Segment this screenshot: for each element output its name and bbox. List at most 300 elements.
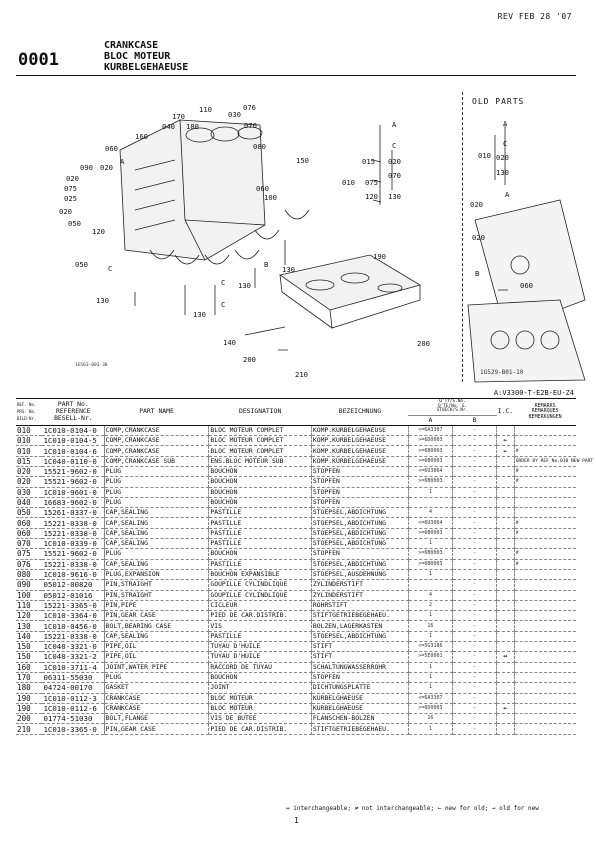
cell-b: - xyxy=(452,580,496,590)
table-row xyxy=(16,642,576,652)
cell-pno: 05012-01016 xyxy=(42,590,104,600)
cell-rm xyxy=(514,508,576,518)
cell-ic xyxy=(497,559,515,569)
cell-a: 1 xyxy=(408,569,452,579)
cell-b: - xyxy=(452,487,496,497)
cell-ic xyxy=(497,600,515,610)
cell-des: PASTILLE xyxy=(209,559,312,569)
callout-060b: 060 xyxy=(256,184,269,193)
callout-020b: 020 xyxy=(66,174,79,183)
cell-b: - xyxy=(452,508,496,518)
table-row xyxy=(16,466,576,476)
title-german: KURBELGEHAEUSE xyxy=(104,62,189,73)
cell-bez: STIFTGETRIEBEGEHAEU. xyxy=(311,724,408,734)
cell-rm xyxy=(514,487,576,497)
cell-des: BOUCHON xyxy=(209,477,312,487)
table-row xyxy=(16,539,576,549)
cell-bez: STOEPSEL,ABDICHTUNG xyxy=(311,539,408,549)
table-row xyxy=(16,580,576,590)
cell-b: - xyxy=(452,528,496,538)
callout-o-020b: 020 xyxy=(470,200,483,209)
cell-ic: ↔ xyxy=(497,652,515,662)
cell-rm xyxy=(514,703,576,713)
callout-160: 160 xyxy=(135,132,148,141)
cell-name: BOLT,BEARING CASE xyxy=(104,621,209,631)
parts-table-body xyxy=(16,425,594,734)
callout-130a: 130 xyxy=(282,265,295,274)
cell-name: COMP,CRANKCASE xyxy=(104,425,209,435)
cell-name: GASKET xyxy=(104,683,209,693)
cell-a: 1 xyxy=(408,724,452,734)
cell-des: GOUPILLE CYLINDLIQUE xyxy=(209,590,312,600)
cell-pno: 15221-0338-0 xyxy=(42,559,104,569)
callout-C3: C xyxy=(221,300,226,309)
cell-bez: KOMP.KURBELGEHAEUSE xyxy=(311,436,408,446)
cell-pno: 16683-9602-0 xyxy=(42,497,104,507)
cell-ic xyxy=(497,611,515,621)
exploded-parts-diagram xyxy=(0,80,596,390)
table-row xyxy=(16,528,576,538)
cell-name: PIPE,OIL xyxy=(104,652,209,662)
callout-r-020: 020 xyxy=(388,157,401,166)
callout-r-C: C xyxy=(392,141,397,150)
cell-rm xyxy=(514,693,576,703)
cell-ref: 140 xyxy=(16,631,42,641)
cell-a: >=6D0003 xyxy=(408,703,452,713)
cell-ref: 060 xyxy=(16,518,42,528)
cell-a: 1 xyxy=(408,611,452,621)
table-row xyxy=(16,693,576,703)
cell-b: - xyxy=(452,642,496,652)
cell-bez: ROHRSTIFT xyxy=(311,600,408,610)
cell-des: JOINT xyxy=(209,683,312,693)
cell-b: - xyxy=(452,724,496,734)
cell-bez: STOPFEN xyxy=(311,477,408,487)
cell-rm xyxy=(514,724,576,734)
cell-rm xyxy=(514,611,576,621)
cell-pno: 1C010-9601-0 xyxy=(42,487,104,497)
cell-des: PASTILLE xyxy=(209,631,312,641)
cell-rm xyxy=(514,539,576,549)
callout-170: 170 xyxy=(172,112,185,121)
cell-name: CRANKCASE xyxy=(104,703,209,713)
cell-a: <=6A3307 xyxy=(408,425,452,435)
cell-name: CAP,SEALING xyxy=(104,518,209,528)
cell-ref: 070 xyxy=(16,539,42,549)
cell-b: - xyxy=(452,703,496,713)
cell-b: - xyxy=(452,683,496,693)
cell-ref: 060 xyxy=(16,528,42,538)
section-titles xyxy=(104,40,188,73)
cell-rm xyxy=(514,662,576,672)
cell-name: PIN,PIPE xyxy=(104,600,209,610)
cell-a: 16 xyxy=(408,621,452,631)
cell-des: BLOC MOTEUR COMPLET xyxy=(209,446,312,456)
cell-b: - xyxy=(452,714,496,724)
cell-des: BOUCHON xyxy=(209,487,312,497)
cell-pno: 1C010-9616-0 xyxy=(42,569,104,579)
cell-rm xyxy=(514,621,576,631)
cell-name: PIPE,OIL xyxy=(104,642,209,652)
cell-a: >=5E0001 xyxy=(408,652,452,662)
cell-rm xyxy=(514,600,576,610)
table-row xyxy=(16,446,576,456)
cell-ic xyxy=(497,508,515,518)
legend: ↔ interchangeable; ≠ not interchangeable; ← new for old; → old for new xyxy=(286,805,539,812)
cell-bez: STOEPSEL,ABDICHTUNG xyxy=(311,631,408,641)
callout-o-020c: 020 xyxy=(472,233,485,242)
header-ref: REF. No. PRS. No. BILD-Nr. xyxy=(16,399,42,426)
cell-pno: 1C010-0104-0 xyxy=(42,425,104,435)
cell-des: VIS xyxy=(209,621,312,631)
table-row xyxy=(16,724,576,734)
cell-bez: STOEPSEL,ABDICHTUNG xyxy=(311,559,408,569)
cell-a: 1 xyxy=(408,631,452,641)
cell-des: PIED DE CAR.DISTRIB. xyxy=(209,724,312,734)
cell-a xyxy=(408,580,452,590)
callout-060: 060 xyxy=(105,144,118,153)
cell-ic xyxy=(497,631,515,641)
cell-bez: STIFTGETRIEBEGEHAEU. xyxy=(311,611,408,621)
header-ic: I.C. xyxy=(497,399,515,426)
cell-bez: STOEPSEL,AUSDEHNUNG xyxy=(311,569,408,579)
callout-020a: 020 xyxy=(100,163,113,172)
cell-pno: 1C040-0110-0 xyxy=(42,456,104,466)
cell-bez: KOMP.KURBELGEHAEUSE xyxy=(311,456,408,466)
cell-des: RACCORD DE TUYAU xyxy=(209,662,312,672)
cell-a: <=6A3307 xyxy=(408,693,452,703)
cell-rm: # xyxy=(514,559,576,569)
cell-name: CAP,SEALING xyxy=(104,539,209,549)
header-rule xyxy=(16,75,576,76)
cell-rm xyxy=(514,683,576,693)
cell-ref: 080 xyxy=(16,569,42,579)
cell-ic xyxy=(497,528,515,538)
cell-ref: 150 xyxy=(16,652,42,662)
cell-bez: ZYLINDERSTIFT xyxy=(311,590,408,600)
cell-ic xyxy=(497,466,515,476)
callout-r-010: 010 xyxy=(342,178,355,187)
cell-name: CAP,SEALING xyxy=(104,559,209,569)
cell-a: 1 xyxy=(408,672,452,682)
cell-bez: FLANSCHEN-BOLZEN xyxy=(311,714,408,724)
cell-ref: 020 xyxy=(16,466,42,476)
cell-bez: STOEPSEL,ABDICHTUNG xyxy=(311,528,408,538)
cell-name: CAP,SEALING xyxy=(104,508,209,518)
cell-bez: STOPFEN xyxy=(311,466,408,476)
cell-pno: 06311-55030 xyxy=(42,672,104,682)
callout-C2: C xyxy=(221,278,226,287)
cell-des: BOUCHON xyxy=(209,466,312,476)
cell-ic xyxy=(497,518,515,528)
table-row xyxy=(16,497,576,507)
cell-ref: 010 xyxy=(16,436,42,446)
cell-b: - xyxy=(452,569,496,579)
old-parts-image-code: 1G529-B01-10 xyxy=(480,369,524,376)
callout-r-120: 120 xyxy=(365,192,378,201)
header-remarks: REMARKS REMARQUES BEMERKUNGEN xyxy=(514,399,576,426)
cell-name: PLUG xyxy=(104,549,209,559)
cell-a: <=6U3064 xyxy=(408,518,452,528)
cell-ic xyxy=(497,642,515,652)
cell-des: PASTILLE xyxy=(209,508,312,518)
old-parts-title: OLD PARTS xyxy=(472,97,525,106)
diagram-image-code: 1G563-001-30 xyxy=(75,363,108,368)
cell-bez: BOLZEN,LAGERKASTEN xyxy=(311,621,408,631)
table-row xyxy=(16,549,576,559)
cell-bez: STIFT xyxy=(311,652,408,662)
cell-rm xyxy=(514,631,576,641)
cell-des: BOUCHON xyxy=(209,497,312,507)
header-bezeichnung: BEZEICHNUNG xyxy=(311,399,408,426)
cell-a: >=6B0003 xyxy=(408,456,452,466)
callout-o-130: 130 xyxy=(496,168,509,177)
cell-name: CAP,SEALING xyxy=(104,631,209,641)
table-row xyxy=(16,436,576,446)
cell-bez: SCHALTUNGWASSERROHR xyxy=(311,662,408,672)
cell-rm: # xyxy=(514,518,576,528)
cell-rm xyxy=(514,425,576,435)
title-french: BLOC MOTEUR xyxy=(104,51,171,62)
cell-a: >=6B0003 xyxy=(408,477,452,487)
cell-bez: STOPFEN xyxy=(311,487,408,497)
table-row xyxy=(16,569,576,579)
callout-r-015: 015 xyxy=(362,157,375,166)
cell-a: >=6D0003 xyxy=(408,436,452,446)
cell-des: PASTILLE xyxy=(209,539,312,549)
callout-o-C: C xyxy=(503,139,508,148)
cell-ic xyxy=(497,683,515,693)
callout-110: 110 xyxy=(199,105,212,114)
cell-ref: 190 xyxy=(16,693,42,703)
cell-pno: 1C010-0456-0 xyxy=(42,621,104,631)
cell-des: BOUCHON xyxy=(209,672,312,682)
callout-180: 180 xyxy=(186,122,199,131)
table-row xyxy=(16,621,576,631)
cell-pno: 15521-9602-0 xyxy=(42,549,104,559)
cell-b: - xyxy=(452,518,496,528)
cell-ic xyxy=(497,590,515,600)
header-qty: Q'TY/S.No. Q'TE/No. G. STUECK/S.Nr. xyxy=(408,399,496,416)
table-row xyxy=(16,611,576,621)
cell-name: COMP,CRANKCASE xyxy=(104,436,209,446)
table-row xyxy=(16,662,576,672)
callout-075: 075 xyxy=(64,184,77,193)
cell-a: 1 xyxy=(408,539,452,549)
cell-bez: STIFT xyxy=(311,642,408,652)
cell-ref: 015 xyxy=(16,456,42,466)
header-part-name: PART NAME xyxy=(104,399,209,426)
callout-100: 100 xyxy=(264,193,277,202)
callout-o-A2: A xyxy=(505,190,510,199)
cell-b: - xyxy=(452,559,496,569)
cell-name: PLUG xyxy=(104,477,209,487)
cell-pno: 15221-0338-0 xyxy=(42,518,104,528)
cell-des: BLOC MOTEUR COMPLET xyxy=(209,436,312,446)
revision-date: REV FEB 28 '07 xyxy=(497,12,572,21)
header-designation: DESIGNATION xyxy=(209,399,312,426)
cell-des: PASTILLE xyxy=(209,518,312,528)
table-row xyxy=(16,683,576,693)
cell-rm: # xyxy=(514,549,576,559)
cell-a: >=6B0003 xyxy=(408,549,452,559)
callout-120: 120 xyxy=(92,227,105,236)
table-row xyxy=(16,703,576,713)
cell-ref: 180 xyxy=(16,683,42,693)
cell-des: VIS DE BUTEE xyxy=(209,714,312,724)
cell-pno: 1C010-0112-6 xyxy=(42,703,104,713)
table-row xyxy=(16,672,576,682)
cell-rm: # xyxy=(514,477,576,487)
cell-ic xyxy=(497,425,515,435)
cell-a: <=6U3064 xyxy=(408,466,452,476)
cell-ref: 130 xyxy=(16,621,42,631)
cell-des: PASTILLE xyxy=(209,528,312,538)
model-code: A:V3300-T-E2B-EU-Z4 xyxy=(493,389,574,397)
cell-ref: 210 xyxy=(16,724,42,734)
cell-name: PIN,GEAR CASE xyxy=(104,724,209,734)
cell-rm: ORDER BY REF No.010 NEW PART xyxy=(514,456,576,466)
cell-name: COMP,CRANKCASE SUB xyxy=(104,456,209,466)
cell-ic xyxy=(497,539,515,549)
cell-bez: STOPFEN xyxy=(311,497,408,507)
cell-b: - xyxy=(452,611,496,621)
cell-b: - xyxy=(452,662,496,672)
cell-b: - xyxy=(452,539,496,549)
cell-des: TUYAU D'HUILE xyxy=(209,652,312,662)
cell-pno: 15221-0338-0 xyxy=(42,631,104,641)
cell-ref: 100 xyxy=(16,590,42,600)
cell-rm: # xyxy=(514,446,576,456)
cell-pno: 15221-3365-0 xyxy=(42,600,104,610)
cell-name: PLUG,EXPANSION xyxy=(104,569,209,579)
cell-rm xyxy=(514,569,576,579)
table-row xyxy=(16,518,576,528)
callout-A: A xyxy=(120,157,125,166)
callout-210: 210 xyxy=(295,370,308,379)
cell-b: - xyxy=(452,497,496,507)
cell-pno: 1C010-0104-6 xyxy=(42,446,104,456)
callout-090: 090 xyxy=(80,163,93,172)
table-row xyxy=(16,714,576,724)
callout-r-070: 070 xyxy=(388,171,401,180)
callout-050b: 050 xyxy=(75,260,88,269)
cell-pno: 15521-9602-0 xyxy=(42,466,104,476)
cell-ref: 110 xyxy=(16,600,42,610)
cell-ic xyxy=(497,487,515,497)
cell-b: - xyxy=(452,466,496,476)
cell-a: 1 xyxy=(408,662,452,672)
cell-des: GOUPILLE CYLINDLIQUE xyxy=(209,580,312,590)
cell-name: PLUG xyxy=(104,487,209,497)
cell-pno: 1C010-0104-5 xyxy=(42,436,104,446)
header-part-no: PART No. REFERENCE BESELL-Nr. xyxy=(42,399,104,426)
callout-080: 080 xyxy=(253,142,266,151)
cell-b: - xyxy=(452,477,496,487)
table-row xyxy=(16,559,576,569)
page-code: 0001 xyxy=(18,50,59,70)
callout-200b: 200 xyxy=(243,355,256,364)
cell-ref: 150 xyxy=(16,642,42,652)
cell-b: - xyxy=(452,590,496,600)
cell-rm xyxy=(514,590,576,600)
cell-ref: 190 xyxy=(16,703,42,713)
cell-ic xyxy=(497,672,515,682)
old-parts-divider xyxy=(462,92,463,382)
cell-ref: 010 xyxy=(16,446,42,456)
cell-ic xyxy=(497,662,515,672)
cell-ic xyxy=(497,497,515,507)
cell-rm xyxy=(514,436,576,446)
title-english: CRANKCASE xyxy=(104,40,159,51)
callout-C1: C xyxy=(108,264,113,273)
cell-ic xyxy=(497,456,515,466)
callout-o-020: 020 xyxy=(496,153,509,162)
cell-bez: STOPFEN xyxy=(311,672,408,682)
cell-bez: STOPFEN xyxy=(311,549,408,559)
cell-b: - xyxy=(452,693,496,703)
callout-025: 025 xyxy=(64,194,77,203)
table-row xyxy=(16,590,576,600)
cell-pno: 1C040-3321-0 xyxy=(42,642,104,652)
callout-130b: 130 xyxy=(238,281,251,290)
cell-bez: KURBELGHAEUSE xyxy=(311,693,408,703)
cell-name: JOINT,WATER PIPE xyxy=(104,662,209,672)
cell-des: TUYAU D'HUILE xyxy=(209,642,312,652)
cell-a: >=6B0003 xyxy=(408,446,452,456)
cell-pno: 01774-51030 xyxy=(42,714,104,724)
table-header-row xyxy=(16,399,576,416)
cell-bez: STOEPSEL,ABDICHTUNG xyxy=(311,518,408,528)
cell-ic: ← xyxy=(497,703,515,713)
cell-a xyxy=(408,497,452,507)
cell-pno: 05012-00820 xyxy=(42,580,104,590)
cell-pno: 15261-0337-0 xyxy=(42,508,104,518)
cell-b: - xyxy=(452,672,496,682)
cell-a: <=5G3186 xyxy=(408,642,452,652)
cell-ic: ← xyxy=(497,446,515,456)
header-col-a: A xyxy=(408,415,452,425)
cell-pno: 1C010-3365-0 xyxy=(42,724,104,734)
cell-ref: 076 xyxy=(16,559,42,569)
table-row xyxy=(16,487,576,497)
cell-des: PIED DE CAR.DISTRIB. xyxy=(209,611,312,621)
callout-076: 076 xyxy=(243,103,256,112)
cell-pno: 1C010-3711-4 xyxy=(42,662,104,672)
cell-pno: 04724-00170 xyxy=(42,683,104,693)
cell-bez: STOEPSEL,ABDICHTUNG xyxy=(311,508,408,518)
cell-name: PLUG xyxy=(104,497,209,507)
cell-pno: 1C010-0112-3 xyxy=(42,693,104,703)
cell-des: CICLEUR xyxy=(209,600,312,610)
callout-200a: 200 xyxy=(417,339,430,348)
callout-130c: 130 xyxy=(96,296,109,305)
cell-ref: 075 xyxy=(16,549,42,559)
page-number: 1 xyxy=(294,816,299,825)
cell-des: ENS.BLOC MOTEUR SUB xyxy=(209,456,312,466)
callout-050a: 050 xyxy=(68,219,81,228)
cell-ref: 010 xyxy=(16,425,42,435)
callout-030: 030 xyxy=(228,110,241,119)
cell-ic: ← xyxy=(497,436,515,446)
callout-o-010: 010 xyxy=(478,151,491,160)
cell-ic xyxy=(497,693,515,703)
cell-ref: 170 xyxy=(16,672,42,682)
callout-B: B xyxy=(264,260,269,269)
cell-rm xyxy=(514,652,576,662)
cell-pno: 15221-0338-0 xyxy=(42,528,104,538)
cell-b: - xyxy=(452,621,496,631)
